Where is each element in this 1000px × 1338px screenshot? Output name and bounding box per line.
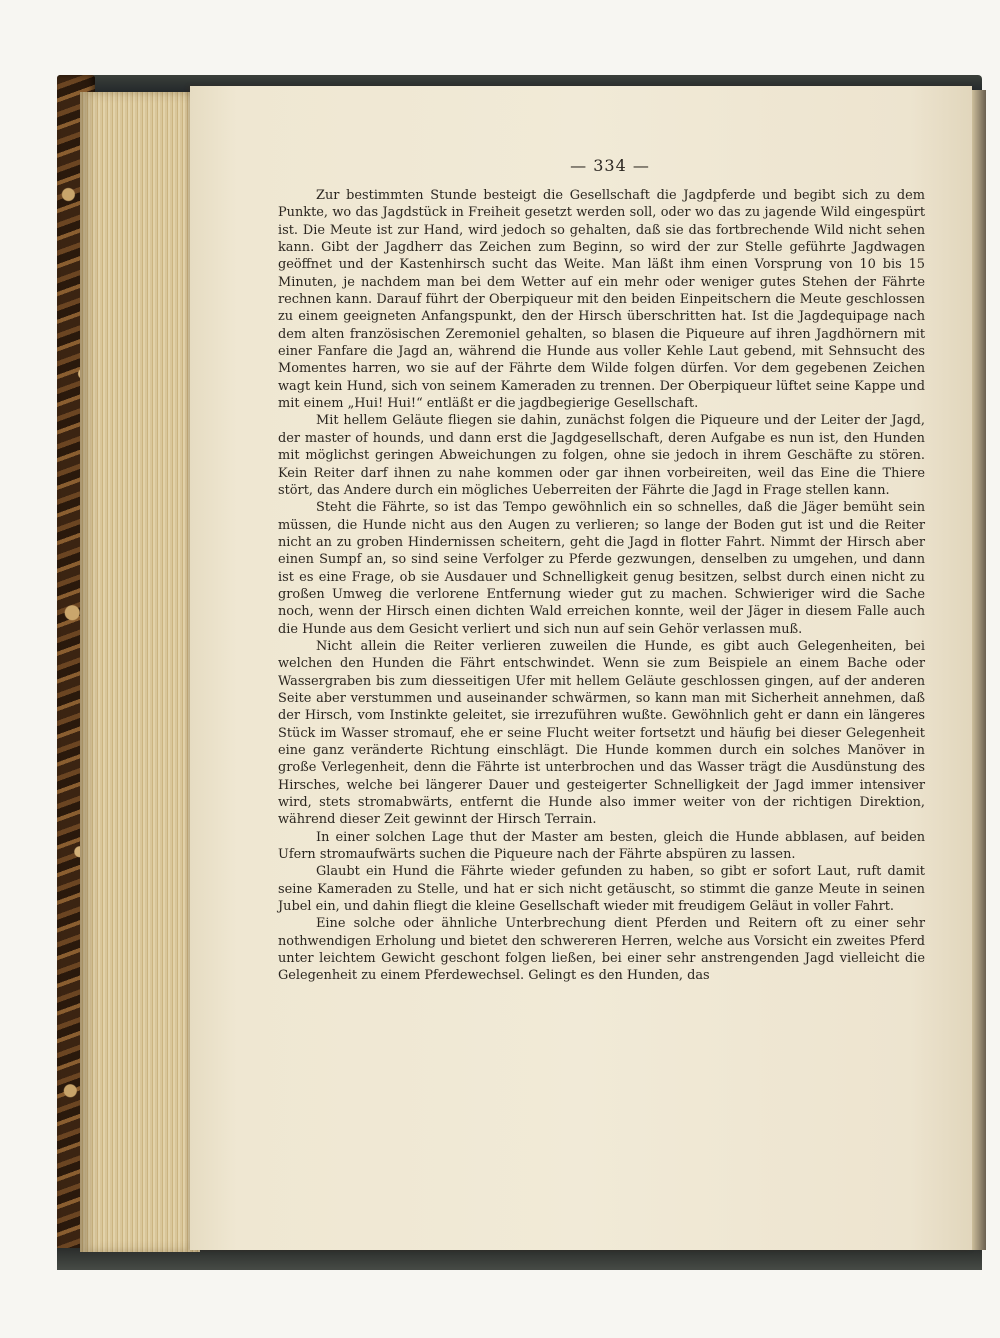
paragraph: In einer solchen Lage thut der Master am besten, gleich die Hunde abblasen, auf beiden Ufern stromaufwärts suchen die Piqueure nach der Fährte abspüren zu lassen. xyxy=(278,829,925,863)
paragraph: Glaubt ein Hund die Fährte wieder gefunden zu haben, so gibt er sofort Laut, ruft damit seine Kameraden zu Stelle, und hat er sich nicht getäuscht, so stimmt die ganze Meute in seinen Jubel ein, und dahin fliegt die kleine Gesellschaft wieder mit freudigem Geläut in voller Fahrt. xyxy=(278,864,925,915)
paragraph: Zur bestimmten Stunde besteigt die Gesellschaft die Jagdpferde und begibt sich zu dem Punkte, wo das Jagdstück in Freiheit gesetzt werden soll, oder wo das zu jagende Wild eingespürt ist. Die Meute ist zur Hand, wird jedoch so gehalten, daß sie das fortbrechende Wild nicht sehen kann. Gibt der Jagdherr das Zeichen zum Beginn, so wird der zur Stelle geführte Jagdwagen geöffnet und der Kastenhirsch sucht das Weite. Man läßt ihm einen Vorsprung von 10 bis 15 Minuten, je nachdem man bei dem Wetter auf ein mehr oder weniger gutes Stehen der Fährte rechnen kann. Darauf führt der Oberpiqueur mit den beiden Einpeitschern die Meute geschlossen zu einem geeigneten Anfangspunkt, den der Hirsch überschritten hat. Ist die Jagdequipage nach dem alten französischen Zeremoniel gehalten, so blasen die Piqueure auf ihren Jagdhörnern mit einer Fanfare die Jagd an, während die Hunde aus voller Kehle Laut gebend, mit Sehnsucht des Momentes harren, wo sie auf der Fährte dem Wilde folgen dürfen. Vor dem gegebenen Zeichen wagt kein Hund, sich von seinem Kameraden zu trennen. Der Oberpiqueur lüftet seine Kappe und mit einem „Hui! Hui!“ entläßt er die jagdbegierige Gesellschaft. xyxy=(278,188,925,412)
gutter-edge xyxy=(972,90,986,1250)
paragraph: Steht die Fährte, so ist das Tempo gewöhnlich ein so schnelles, daß die Jäger bemüht sein müssen, die Hunde nicht aus den Augen zu verlieren; so lange der Boden gut ist und die Reiter nicht an zu groben Hindernissen scheitern, geht die Jagd in flotter Fahrt. Nimmt der Hirsch aber einen Sumpf an, so sind seine Verfolger zu Pferde gezwungen, denselben zu umgehen, und dann ist es eine Frage, ob sie Ausdauer und Schnelligkeit genug besitzen, selbst durch einen nicht zu großen Umweg die verlorene Entfernung wieder gut zu machen. Schwieriger wird die Sache noch, wenn der Hirsch einen dichten Wald erreichen konnte, weil der Jäger in diesem Falle auch die Hunde aus dem Gesicht verliert und sich nun auf sein Gehör verlassen muß. xyxy=(278,500,925,637)
page-number: — 334 — xyxy=(570,156,650,175)
paragraph: Mit hellem Geläute fliegen sie dahin, zunächst folgen die Piqueure und der Leiter der Jagd, der master of hounds, und dann erst die Jagdgesellschaft, deren Aufgabe es nun ist, den Hunden mit möglichst geringen Abweichungen zu folgen, ohne sie jedoch in ihrem Geschäfte zu stören. Kein Reiter darf ihnen zu nahe kommen oder gar ihnen vorbeireiten, weil das Eine die Thiere stört, das Andere durch ein mögliches Ueberreiten der Fährte die Jagd in Frage stellen kann. xyxy=(278,413,925,498)
paragraph: Nicht allein die Reiter verlieren zuweilen die Hunde, es gibt auch Gelegenheiten, bei welchen den Hunden die Fährt entschwindet. Wenn sie zum Beispiele an einem Bache oder Wassergraben bis zum diesseitigen Ufer mit hellem Geläute geschlossen gingen, auf der anderen Seite aber verstummen und auseinander schwärmen, so kann man mit Sicherheit annehmen, daß der Hirsch, vom Instinkte geleitet, sie irrezuführen wußte. Gewöhnlich geht er dann ein längeres Stück im Wasser stromauf, ehe er seine Flucht weiter fortsetzt und häufig bei dieser Gelegenheit eine ganz veränderte Richtung einschlägt. Die Hunde kommen durch ein solches Manöver in große Verlegenheit, denn die Fährte ist unterbrochen und das Wasser trägt die Ausdünstung des Hirsches, welche bei längerer Dauer und gesteigerter Schnelligkeit der Jagd immer intensiver wird, stets stromabwärts, entfernt die Hunde also immer weiter von der richtigen Direktion, während dieser Zeit gewinnt der Hirsch Terrain. xyxy=(278,638,925,828)
page-edges xyxy=(80,92,200,1252)
body-text xyxy=(278,187,925,985)
paragraph: Eine solche oder ähnliche Unterbrechung dient Pferden und Reitern oft zu einer sehr nothwendigen Erholung und bietet den schwereren Herren, welche aus Vorsicht ein zweites Pferd unter leichtem Gewicht geschont folgen ließen, bei einer sehr anstrengenden Jagd vielleicht die Gelegenheit zu einem Pferdewechsel. Gelingt es den Hunden, das xyxy=(278,916,925,984)
